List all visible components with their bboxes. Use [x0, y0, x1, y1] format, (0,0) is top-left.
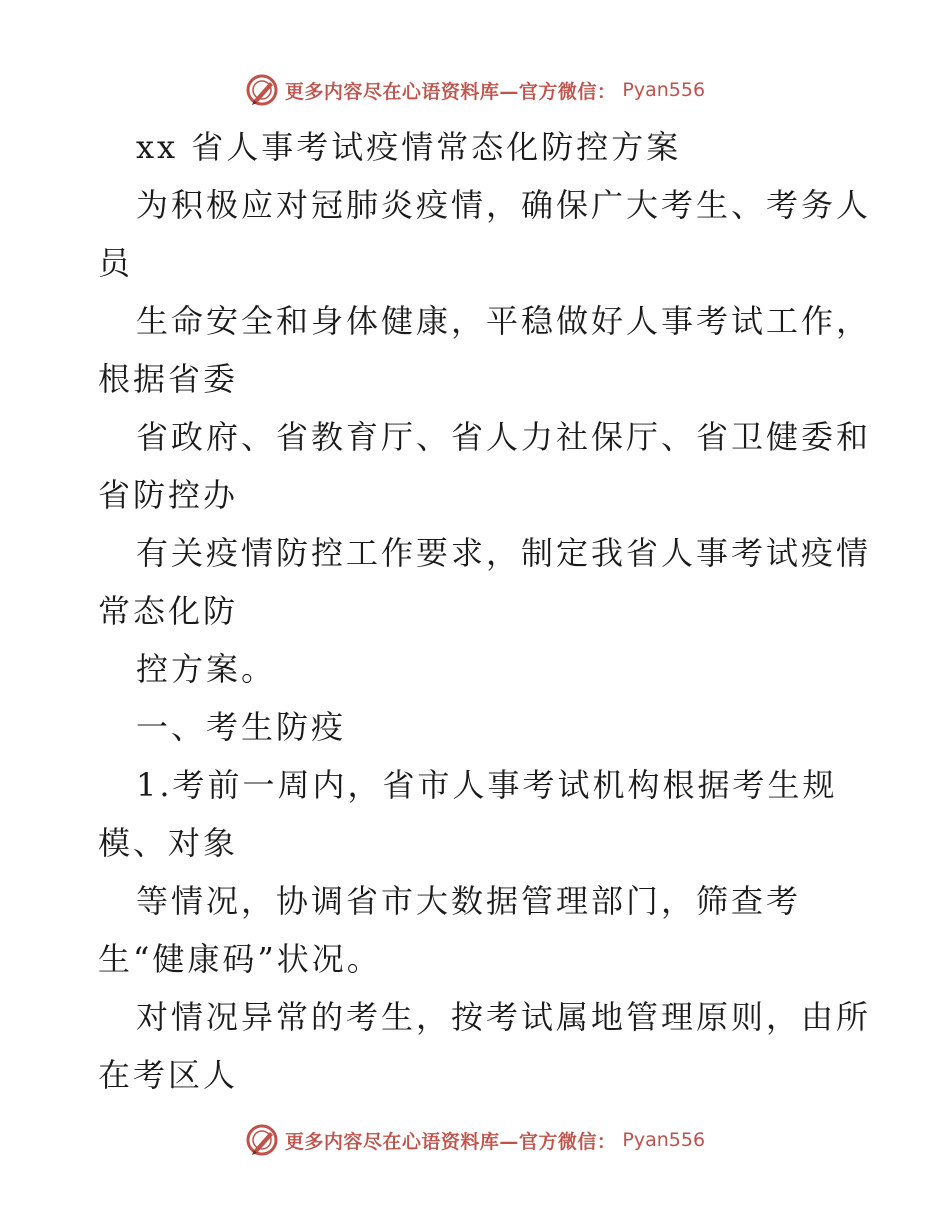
paragraph-line: 员 — [98, 244, 134, 282]
paragraph-line: 控方案。 — [136, 650, 277, 688]
document-body — [98, 118, 872, 1104]
footer-watermark-banner — [0, 1120, 950, 1160]
section-heading: 一、考生防疫 — [136, 708, 347, 746]
paragraph-line: 生“健康码”状况。 — [98, 940, 382, 978]
paragraph-line: 1.考前一周内，省市人事考试机构根据考生规 — [136, 766, 838, 804]
paragraph-line: 在考区人 — [98, 1056, 239, 1094]
paragraph-line: 根据省委 — [98, 360, 239, 398]
paragraph-line: 为积极应对冠肺炎疫情，确保广大考生、考务人 — [136, 186, 872, 224]
paragraph-line: 有关疫情防控工作要求，制定我省人事考试疫情 — [136, 534, 872, 572]
paragraph-line: 对情况异常的考生，按考试属地管理原则，由所 — [136, 998, 872, 1036]
watermark-contact: Pyan556 — [622, 1129, 706, 1151]
watermark-text: 更多内容尽在心语资料库—官方微信： — [284, 1130, 617, 1153]
paragraph-line: 常态化防 — [98, 592, 239, 630]
document-title: xx 省人事考试疫情常态化防控方案 — [136, 128, 682, 166]
pen-circle-logo-icon — [245, 1123, 279, 1157]
watermark-text: 更多内容尽在心语资料库—官方微信： — [284, 80, 617, 103]
paragraph-line: 省政府、省教育厅、省人力社保厅、省卫健委和 — [136, 418, 872, 456]
paragraph-line: 省防控办 — [98, 476, 239, 514]
paragraph-line: 生命安全和身体健康，平稳做好人事考试工作， — [136, 302, 872, 340]
watermark-contact: Pyan556 — [622, 79, 706, 101]
header-watermark-banner — [0, 70, 950, 110]
paragraph-line: 模、对象 — [98, 824, 239, 862]
paragraph-line: 等情况，协调省市大数据管理部门，筛查考 — [136, 882, 802, 920]
pen-circle-logo-icon — [245, 73, 279, 107]
